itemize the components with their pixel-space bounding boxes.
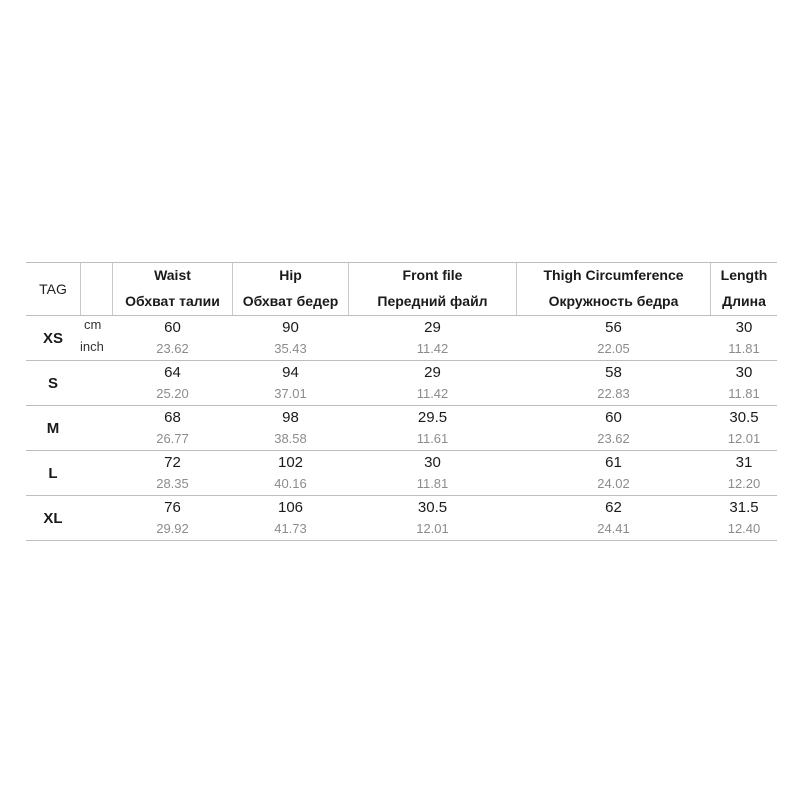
column-header-hip [233,263,348,315]
thigh-cm: 60 [605,409,622,426]
waist-cm: 64 [164,364,181,381]
waist-cm: 72 [164,454,181,471]
header-russian: Длина [722,293,766,309]
unit-label-cm: cm [84,317,102,332]
front-file-cm: 29 [424,319,441,336]
table-row-xl [26,496,777,541]
header-english: Thigh Circumference [543,267,684,283]
thigh-cm: 62 [605,499,622,516]
length-inch: 11.81 [728,386,760,401]
header-english: Front file [402,267,463,283]
column-divider [80,263,81,315]
front-file-cm: 30 [424,454,441,471]
length-cm: 31 [735,454,753,471]
length-inch: 12.40 [727,521,761,536]
thigh-cm: 56 [605,319,622,336]
front-file-inch: 11.61 [416,431,449,446]
size-chart-table [26,262,777,540]
waist-cm: 76 [164,499,181,516]
hip-inch: 35.43 [274,341,307,356]
thigh-cm: 61 [605,454,622,471]
thigh-cm: 58 [605,364,622,381]
length-inch: 12.20 [727,476,761,491]
hip-inch: 41.73 [274,521,307,536]
length-cm: 30 [735,364,753,381]
table-row-xs [26,316,777,361]
thigh-inch: 22.05 [597,341,630,356]
table-header-row [26,263,777,316]
front-file-inch: 11.42 [416,386,449,401]
front-file-cm: 29.5 [417,409,448,426]
header-russian: Обхват бедер [242,293,339,309]
hip-cm: 102 [277,454,304,471]
table-row-l [26,451,777,496]
size-tag: XS [42,329,63,347]
header-russian: Окружность бедра [548,293,679,309]
size-tag: L [48,464,58,482]
column-header-thigh-circumference [517,263,710,315]
hip-cm: 106 [277,499,304,516]
column-header-length [711,263,777,315]
hip-cm: 94 [282,364,299,381]
waist-inch: 23.62 [156,341,189,356]
tag-column-header: TAG [39,281,67,297]
hip-inch: 37.01 [274,386,307,401]
unit-label-inch: inch [80,339,104,354]
table-row-s [26,361,777,406]
front-file-cm: 29 [424,364,441,381]
waist-inch: 25.20 [156,386,189,401]
header-russian: Передний файл [377,293,488,309]
waist-inch: 28.35 [156,476,189,491]
length-inch: 11.81 [728,341,760,356]
waist-inch: 29.92 [156,521,189,536]
size-tag: S [47,374,58,392]
length-cm: 30 [735,319,753,336]
thigh-inch: 24.41 [597,521,630,536]
header-english: Hip [279,267,302,283]
waist-cm: 60 [164,319,181,336]
thigh-inch: 24.02 [597,476,630,491]
length-cm: 30.5 [729,409,759,426]
front-file-inch: 11.42 [416,341,449,356]
length-inch: 12.01 [727,431,761,446]
column-header-front-file [349,263,516,315]
front-file-cm: 30.5 [417,499,448,516]
front-file-inch: 12.01 [416,521,449,536]
waist-inch: 26.77 [156,431,189,446]
hip-inch: 38.58 [274,431,307,446]
hip-inch: 40.16 [274,476,307,491]
table-row-m [26,406,777,451]
column-header-waist [113,263,232,315]
length-cm: 31.5 [729,499,759,516]
thigh-inch: 22.83 [597,386,630,401]
header-english: Length [720,267,768,283]
hip-cm: 98 [282,409,299,426]
thigh-inch: 23.62 [597,431,630,446]
header-english: Waist [154,267,191,283]
hip-cm: 90 [282,319,299,336]
front-file-inch: 11.81 [416,476,449,491]
header-russian: Обхват талии [125,293,220,309]
size-tag: XL [43,509,63,527]
size-tag: M [46,419,60,437]
waist-cm: 68 [164,409,181,426]
